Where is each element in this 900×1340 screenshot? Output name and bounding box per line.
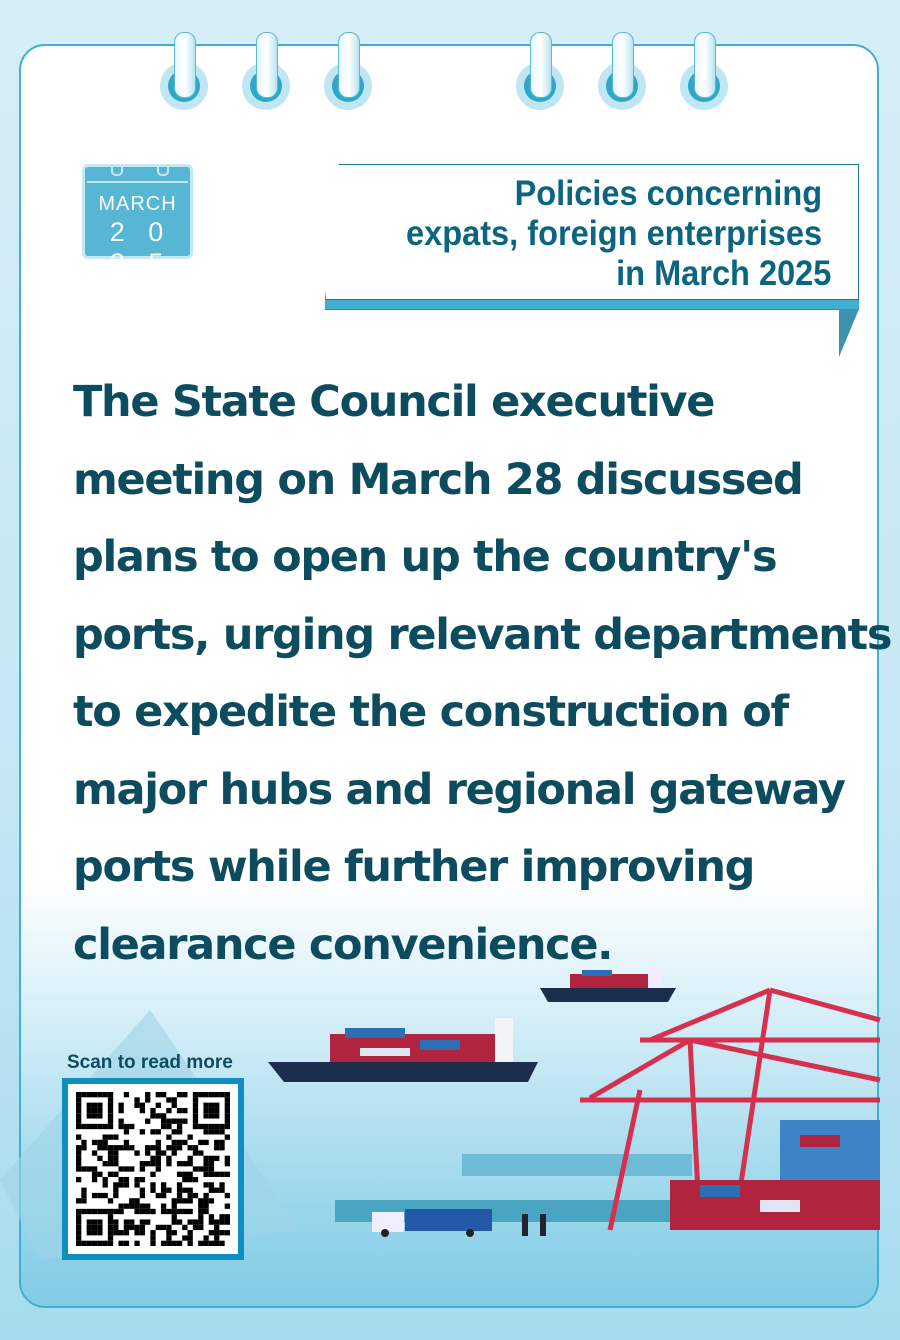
title-banner: [325, 164, 859, 300]
qr-code[interactable]: [62, 1078, 244, 1260]
body-line: major hubs and regional gateway: [73, 764, 845, 815]
cargo-ship-icon: [268, 1018, 538, 1082]
binder-ring-icon: [324, 32, 372, 112]
title-line: expats, foreign enterprises: [405, 214, 822, 253]
body-line: clearance convenience.: [73, 919, 613, 970]
truck-icon: [372, 1209, 492, 1237]
title-line: Policies concerning: [514, 174, 822, 213]
body-line: The State Council executive: [73, 377, 715, 427]
page-title: [406, 174, 831, 294]
binder-ring-icon: [160, 32, 208, 112]
binder-ring-icon: [680, 32, 728, 112]
body-line: ports while further improving: [73, 842, 755, 892]
body-line: plans to open up the country's: [73, 532, 777, 582]
calendar-icon: [82, 164, 193, 278]
calendar-year: 2 0 2 5: [109, 217, 172, 278]
binder-ring-icon: [598, 32, 646, 112]
scan-label: Scan to read more: [67, 1052, 233, 1073]
binder-ring-icon: [516, 32, 564, 112]
binder-ring-icon: [242, 32, 290, 112]
qr-code-icon: [76, 1092, 230, 1246]
body-line: ports, urging relevant departments: [73, 609, 892, 660]
body-text: [73, 364, 891, 984]
body-line: meeting on March 28 discussed: [73, 454, 803, 505]
body-line: to expedite the construction of: [73, 687, 788, 737]
banner-shelf: [325, 300, 859, 310]
title-line: in March 2025: [615, 254, 831, 293]
calendar-month: MARCH: [98, 193, 177, 215]
far-ship-icon: [540, 966, 676, 1002]
container-stack: [670, 1120, 880, 1230]
